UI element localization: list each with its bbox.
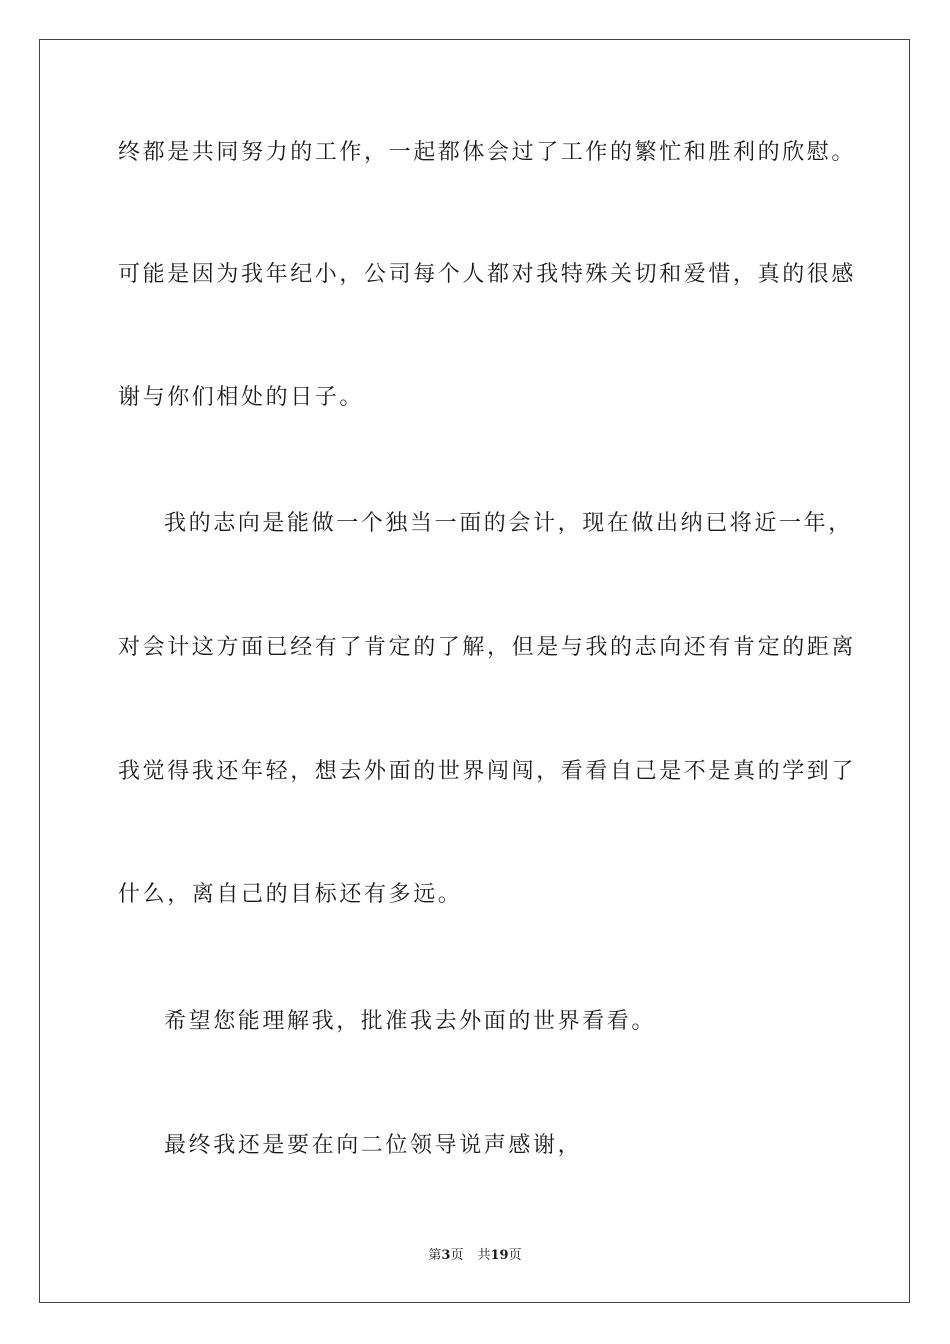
body-line-8: 希望您能理解我，批准我去外面的世界看看。 [164, 1009, 657, 1034]
body-line-9: 最终我还是要在向二位领导说声感谢， [164, 1133, 583, 1158]
page-number: 3 [441, 1248, 451, 1263]
page-prefix: 第 [428, 1248, 442, 1263]
body-line-7: 什么，离自己的目标还有多远。 [118, 882, 463, 907]
body-line-1: 终都是共同努力的工作，一起都体会过了工作的繁忙和胜利的欣慰。 [118, 140, 857, 165]
page-footer [0, 1247, 950, 1265]
body-line-5: 对会计这方面已经有了肯定的了解，但是与我的志向还有肯定的距离 [118, 635, 857, 660]
total-pages: 19 [490, 1248, 509, 1263]
total-prefix: 共 [477, 1248, 491, 1263]
total-suffix: 页 [508, 1248, 522, 1263]
body-line-2: 可能是因为我年纪小，公司每个人都对我特殊关切和爱惜，真的很感 [118, 262, 857, 287]
page-border [39, 39, 910, 1303]
page-suffix: 页 [450, 1248, 464, 1263]
body-line-4: 我的志向是能做一个独当一面的会计，现在做出纳已将近一年， [164, 511, 853, 536]
body-line-6: 我觉得我还年轻，想去外面的世界闯闯，看看自己是不是真的学到了 [118, 759, 857, 784]
body-line-3: 谢与你们相处的日子。 [118, 385, 365, 410]
